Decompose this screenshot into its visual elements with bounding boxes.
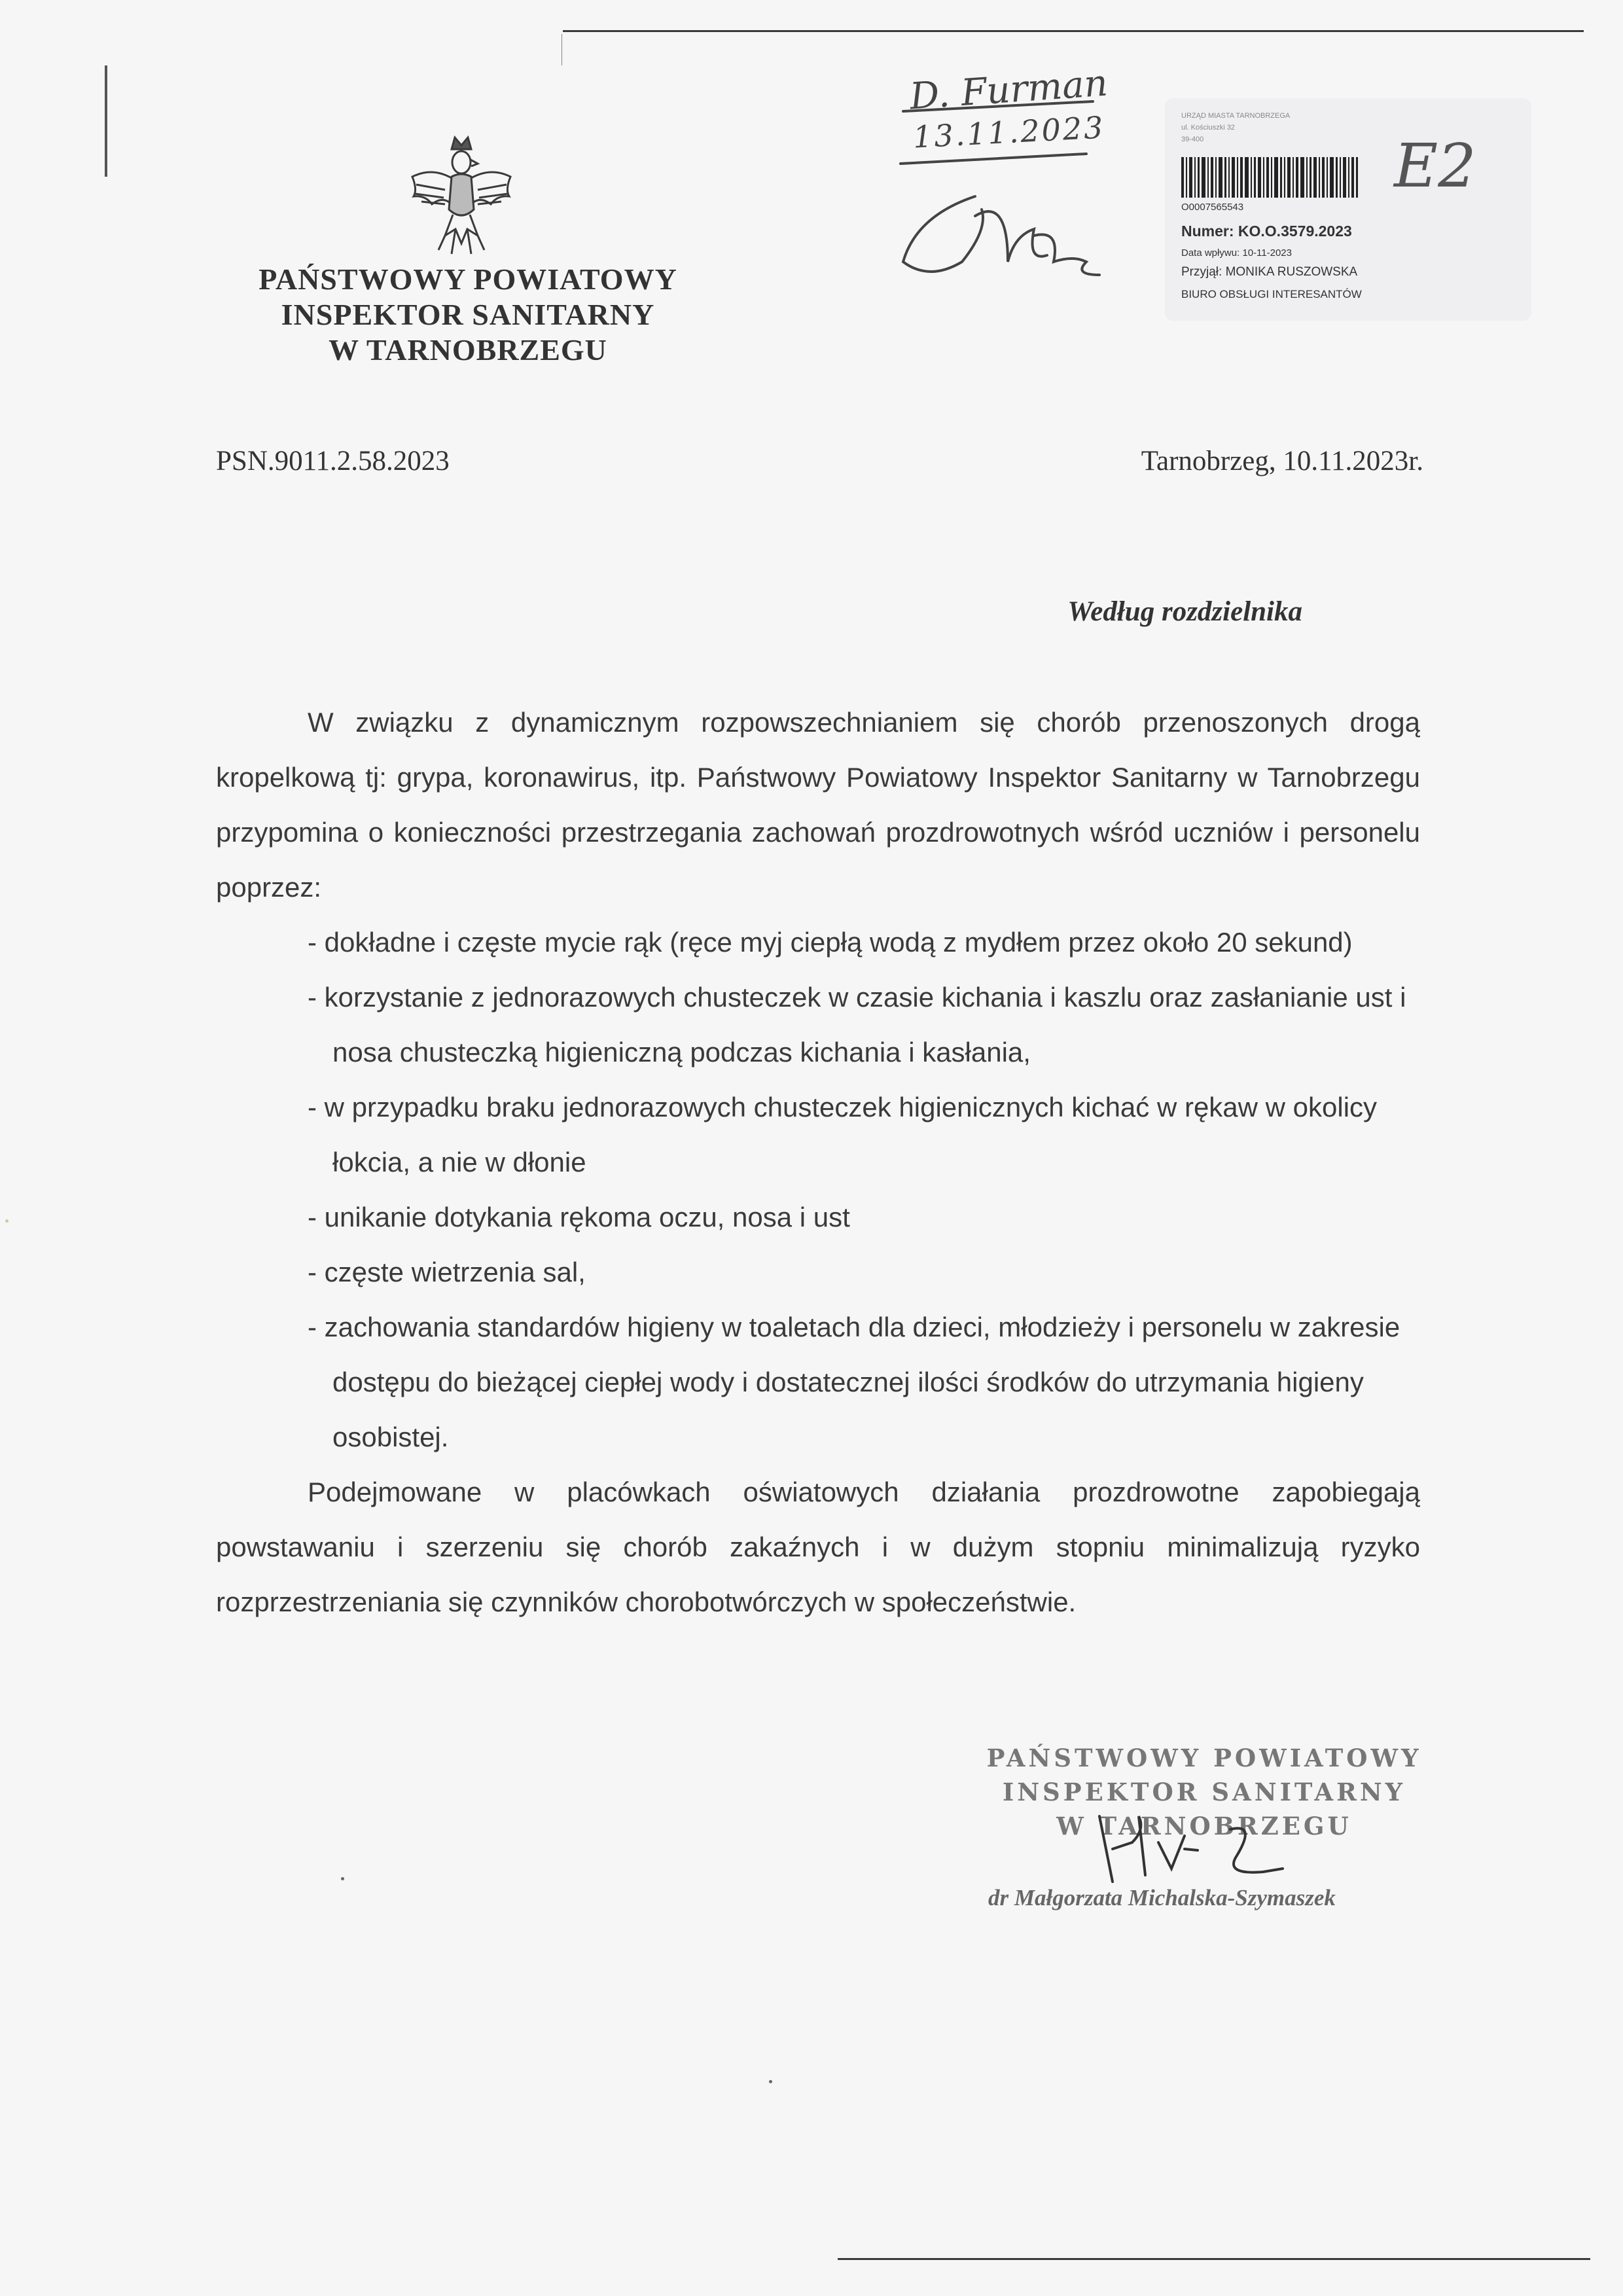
scan-edge-top [563,30,1584,32]
handwritten-mark: E2 [1394,131,1476,201]
seal-line-2: INSPEKTOR SANITARNY [1002,1778,1406,1806]
list-item: - częste wietrzenia sal, [308,1257,586,1287]
authority-line-1: PAŃSTWOWY POWIATOWY [259,262,677,296]
registry-office-line-1: URZĄD MIASTA TARNOBRZEGA [1181,112,1291,120]
registry-received-by: Przyjął: MONIKA RUSZOWSKA [1181,265,1358,279]
issuing-authority-header [196,262,740,368]
scan-speck [769,2080,772,2083]
letter-body [216,695,1420,1630]
list-item: - w przypadku braku jednorazowych chusteczek higienicznych kichać w rękaw w okolicy łokcia, a nie w dłonie [308,1092,1378,1177]
recommendation-list [308,915,1420,1465]
recipient-line: Według rozdzielnika [1067,596,1302,627]
registry-number: Numer: KO.O.3579.2023 [1181,223,1352,240]
handwritten-name: D. Furman [908,62,1109,118]
punch-mark [105,65,107,177]
handwritten-signature [1073,1803,1322,1888]
registry-office-line-3: 39-400 [1181,135,1204,143]
handwritten-initials [877,65,1126,288]
registry-received-date: Data wpływu: 10-11-2023 [1181,247,1292,259]
eagle-emblem-icon [406,131,517,262]
closing-paragraph: Podejmowane w placówkach oświatowych działania prozdrowotne zapobiegają powstawaniu i szerzeniu się chorób zakaźnych i w dużym stopniu minimalizują ryzyko rozprzestrzeniania się czynników chorobotwórczych w społeczeństwie. [216,1477,1420,1617]
authority-line-3: W TARNOBRZEGU [329,333,607,367]
list-item: - unikanie dotykania rękoma oczu, nosa i ust [308,1202,850,1232]
place-and-date: Tarnobrzeg, 10.11.2023r. [1141,446,1423,476]
registry-office-address [1181,110,1290,145]
seal-line-3: W TARNOBRZEGU [1056,1812,1352,1840]
scan-speck [341,1877,344,1880]
seal-line-1: PAŃSTWOWY POWIATOWY [986,1744,1422,1772]
list-item: - dokładne i częste mycie rąk (ręce myj ciepłą wodą z mydłem przez około 20 sekund) [308,927,1353,958]
intro-paragraph: W związku z dynamicznym rozpowszechnianiem się chorób przenoszonych drogą kropelkową tj: grypa, koronawirus, itp. Państwowy Powiatowy Inspektor Sanitarny w Tarnobrzegu przypomina o konieczności przestrzegania zachowań prozdrowotnych wśród uczniów i personelu poprzez: [216,707,1420,903]
authority-line-2: INSPEKTOR SANITARNY [281,298,655,331]
signer-name: dr Małgorzata Michalska-Szymaszek [988,1885,1336,1910]
registry-office: BIURO OBSŁUGI INTERESANTÓW [1181,288,1362,300]
barcode-icon [1181,157,1358,198]
document-reference: PSN.9011.2.58.2023 [216,446,450,476]
list-item: - korzystanie z jednorazowych chusteczek w czasie kichania i kaszlu oraz zasłanianie ust i nosa chusteczką higieniczną podczas kichania i kasłania, [308,982,1406,1067]
list-item: - zachowania standardów higieny w toaletach dla dzieci, młodzieży i personelu w zakresie dostępu do bieżącej ciepłej wody i dostatecznej ilości środków do utrzymania higieny osobistej. [308,1312,1400,1452]
scan-speck [5,1219,9,1223]
registry-code: O0007565543 [1181,202,1244,213]
scan-edge-bottom [838,2258,1590,2260]
registry-office-line-2: ul. Kościuszki 32 [1181,124,1235,132]
handwritten-date: 13.11.2023 [912,109,1106,155]
